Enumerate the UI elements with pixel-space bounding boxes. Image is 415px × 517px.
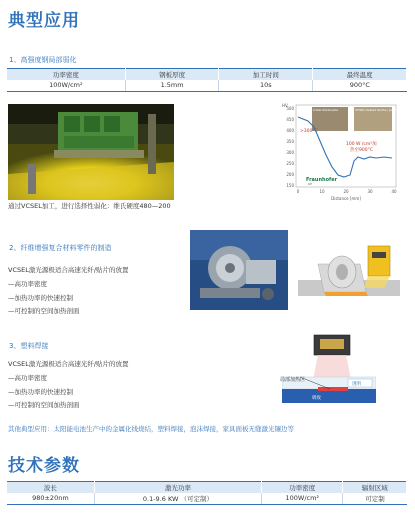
section-2-heading: 2、纤维增强复合材料零件的制造 xyxy=(9,244,112,252)
other-applications-text: 其他典型应用：太阳能电池生产中的金属化线烧结，塑料焊接，泡沫焊接，家具面板无缝激光镶边等 xyxy=(8,425,294,433)
x-tick-label: 30 xyxy=(367,189,373,194)
section-2-text xyxy=(8,264,129,319)
table-cell: 可定制 xyxy=(343,493,407,505)
y-tick-label: 350 xyxy=(286,139,294,144)
transparent-layer-label: 透明 xyxy=(352,382,361,387)
table-cell: 0.1-9.6 KW （可定制） xyxy=(94,493,261,505)
section-1-heading: 1、高强度钢局部弱化 xyxy=(9,56,77,64)
fiber-placement-illustration xyxy=(190,230,288,310)
table-header: 最终温度 xyxy=(313,69,407,80)
x-tick-label: 0 xyxy=(296,189,300,194)
process-parameter-table xyxy=(7,68,407,92)
tech-params-title: 技术参数 xyxy=(8,456,80,476)
x-tick-label: 10 xyxy=(319,189,325,194)
text-line: —加热功率的快速控制 xyxy=(8,387,73,396)
table-header: 激光功率 xyxy=(94,482,261,493)
table-header: 加工时间 xyxy=(219,69,313,80)
micrograph-label-left: Initial Martensite xyxy=(313,108,339,112)
vcsel-heating-illustration xyxy=(8,104,174,200)
text-line: —可控制的空间加热剖面 xyxy=(8,401,80,410)
hardness-plot-svg xyxy=(280,101,402,202)
absorbing-layer-label: 吸收 xyxy=(312,396,321,401)
annotation-power-line1: 100 W /cm²加 xyxy=(346,142,377,147)
table-cell: 900°C xyxy=(313,80,407,92)
x-tick-label: 40 xyxy=(391,189,397,194)
table-header: 辐射区域 xyxy=(343,482,407,493)
table-header: 波长 xyxy=(7,482,94,493)
plot-y-unit: HV xyxy=(282,103,288,108)
annotation-temperature: >300°C xyxy=(300,129,318,134)
text-line: —加热功率的快速控制 xyxy=(8,293,73,302)
x-tick-label: 20 xyxy=(343,189,349,194)
local-heating-zone-label: 局部加热区 xyxy=(280,377,306,383)
fiber-placement-diagram xyxy=(298,242,400,304)
tech-parameter-table xyxy=(7,481,407,505)
y-tick-label: 450 xyxy=(286,117,294,122)
section-3-text xyxy=(8,358,129,413)
table-cell: 100W/cm² xyxy=(262,493,343,505)
table-cell: 10s xyxy=(219,80,313,92)
text-line: VCSEL激光源极适合高速光纤/贴片的放置 xyxy=(8,360,129,368)
table-header: 功率密度 xyxy=(262,482,343,493)
section-1-caption: 通过VCSEL加工，进行选择性弱化：维氏硬度480—200 xyxy=(8,202,171,210)
table-row xyxy=(7,493,407,505)
section-3-heading: 3、塑料焊接 xyxy=(9,342,49,350)
hardness-distance-plot xyxy=(280,101,402,202)
table-cell: 100W/cm² xyxy=(7,80,125,92)
vcsel-heating-photo xyxy=(8,104,174,200)
text-line: —可控制的空间加热剖面 xyxy=(8,307,80,316)
table-header: 钢板厚度 xyxy=(125,69,219,80)
text-line: —高功率密度 xyxy=(8,279,47,288)
y-tick-label: 250 xyxy=(286,161,294,166)
ilt-label: ILT xyxy=(308,182,312,186)
plot-x-label: Distance [mm] xyxy=(331,196,361,201)
fiber-placement-schematic xyxy=(298,242,400,304)
y-tick-label: 150 xyxy=(286,183,294,188)
table-header: 功率密度 xyxy=(7,69,125,80)
fraunhofer-logo: Fraunhofer xyxy=(306,177,338,183)
fiber-placement-photo xyxy=(190,230,288,310)
table-cell: 1.5mm xyxy=(125,80,219,92)
table-cell: 980±20nm xyxy=(7,493,94,505)
micrograph-label-right: VCSEL-heated ferrite / perrite xyxy=(355,108,400,112)
y-tick-label: 200 xyxy=(286,172,294,177)
y-tick-label: 500 xyxy=(286,106,294,111)
text-line: —高功率密度 xyxy=(8,373,47,382)
y-tick-label: 300 xyxy=(286,150,294,155)
page-title: 典型应用 xyxy=(8,11,80,31)
annotation-power-line2: 热至900°C xyxy=(350,148,373,153)
text-line: VCSEL激光源极适合高速光纤/贴片的放置 xyxy=(8,266,129,274)
table-row xyxy=(7,80,407,92)
y-tick-label: 400 xyxy=(286,128,294,133)
